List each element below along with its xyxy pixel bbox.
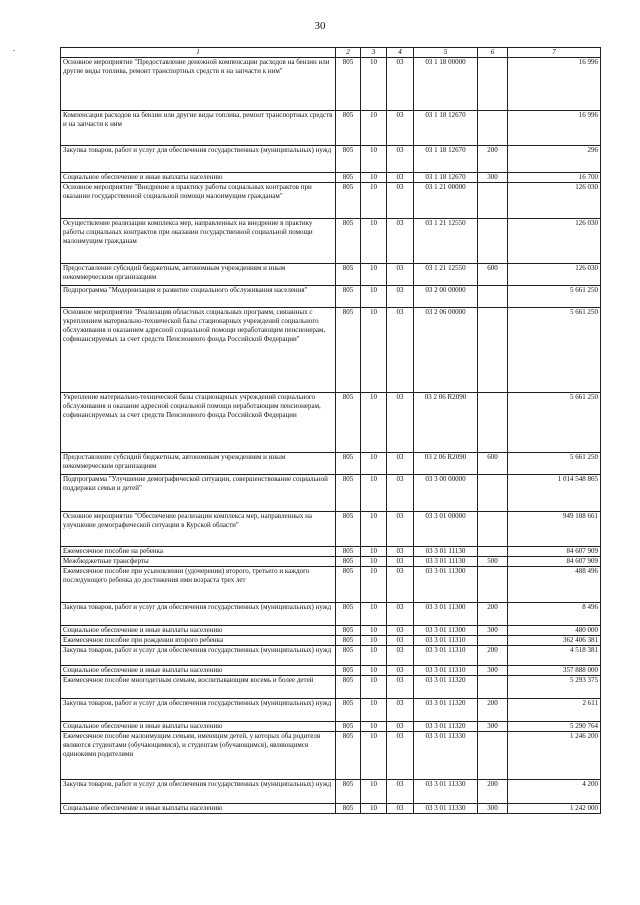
subsection-cell: 03	[387, 732, 414, 780]
page-number: 30	[314, 20, 326, 32]
code-cell: 805	[336, 111, 361, 146]
subsection-cell: 03	[387, 146, 414, 173]
expense-type-cell: 500	[478, 557, 508, 567]
subsection-cell: 03	[387, 173, 414, 183]
subsection-cell: 03	[387, 722, 414, 732]
section-cell: 10	[361, 173, 387, 183]
row-name-cell: Основное мероприятие "Внедрение в практику работы социальных контрактов при оказании государственной социальной помощи малоимущим гражданам"	[61, 183, 336, 219]
expense-type-cell	[478, 512, 508, 547]
table-row	[61, 58, 601, 111]
table-row	[61, 547, 601, 557]
section-cell: 10	[361, 58, 387, 111]
row-name-cell: Ежемесячное пособие при усыновлении (удочерении) второго, третьего и каждого последующего ребенка до достижения ими возраста трех лет	[61, 567, 336, 603]
amount-cell: 8 496	[508, 603, 601, 626]
subsection-cell: 03	[387, 603, 414, 626]
expense-type-cell: 300	[478, 722, 508, 732]
row-name-cell: Межбюджетные трансферты	[61, 557, 336, 567]
target-article-cell: 03 3 01 11130	[414, 557, 478, 567]
target-article-cell: 03 3 01 11310	[414, 646, 478, 666]
target-article-cell: 03 1 18 00000	[414, 58, 478, 111]
budget-table	[60, 47, 601, 814]
column-header: 4	[387, 48, 414, 58]
row-name-cell: Компенсация расходов на бензин или другие виды топлива, ремонт транспортных средств и на запчасти к ним	[61, 111, 336, 146]
amount-cell: 4 200	[508, 780, 601, 804]
row-name-cell: Подпрограмма "Улучшение демографической ситуации, совершенствование социальной поддержки семьи и детей"	[61, 475, 336, 512]
subsection-cell: 03	[387, 567, 414, 603]
expense-type-cell: 300	[478, 626, 508, 636]
amount-cell: 5 290 764	[508, 722, 601, 732]
section-cell: 10	[361, 603, 387, 626]
section-cell: 10	[361, 626, 387, 636]
target-article-cell: 03 3 01 11320	[414, 676, 478, 699]
amount-cell: 84 607 909	[508, 547, 601, 557]
code-cell: 805	[336, 393, 361, 453]
code-cell: 805	[336, 676, 361, 699]
expense-type-cell	[478, 636, 508, 646]
section-cell: 10	[361, 646, 387, 666]
code-cell: 805	[336, 567, 361, 603]
subsection-cell: 03	[387, 111, 414, 146]
row-name-cell: Закупка товаров, работ и услуг для обеспечения государственных (муниципальных) нужд	[61, 699, 336, 722]
subsection-cell: 03	[387, 699, 414, 722]
table-body	[61, 58, 601, 814]
expense-type-cell	[478, 111, 508, 146]
section-cell: 10	[361, 393, 387, 453]
row-name-cell: Предоставление субсидий бюджетным, автономным учреждениям и иным некоммерческим организациям	[61, 264, 336, 286]
table-row	[61, 146, 601, 173]
code-cell: 805	[336, 666, 361, 676]
row-name-cell: Основное мероприятие "Реализация областных социальных программ, связанных с укреплением материально-технической базы стационарных учреждений социального обслуживания и оказанием адресной социальной помощи неработающим пенсионерам, софинансируемых за счет средств Пенсионного фонда Российской Федерации"	[61, 308, 336, 393]
subsection-cell: 03	[387, 393, 414, 453]
target-article-cell: 03 3 01 11310	[414, 666, 478, 676]
table-row	[61, 453, 601, 475]
target-article-cell: 03 1 21 00000	[414, 183, 478, 219]
section-cell: 10	[361, 308, 387, 393]
column-header: 6	[478, 48, 508, 58]
row-name-cell: Ежемесячное пособие на ребенка	[61, 547, 336, 557]
amount-cell: 16 996	[508, 58, 601, 111]
code-cell: 805	[336, 512, 361, 547]
target-article-cell: 03 3 01 11330	[414, 780, 478, 804]
target-article-cell: 03 3 01 11300	[414, 567, 478, 603]
subsection-cell: 03	[387, 286, 414, 308]
row-name-cell: Социальное обеспечение и иные выплаты населению	[61, 722, 336, 732]
section-cell: 10	[361, 453, 387, 475]
expense-type-cell: 200	[478, 603, 508, 626]
amount-cell: 126 030	[508, 219, 601, 264]
table-row	[61, 475, 601, 512]
table-row	[61, 173, 601, 183]
row-name-cell: Ежемесячное пособие малоимущим семьям, имеющим детей, у которых оба родителя являются студентами (обучающимися), и студентам (обучающимся), являющимся одинокими родителями	[61, 732, 336, 780]
row-name-cell: Укрепление материально-технической базы стационарных учреждений социального обслуживания и оказание адресной социальной помощи неработающим пенсионерам, софинансируемых за счет средств Пенсионного фонда Российской Федерации	[61, 393, 336, 453]
amount-cell: 2 611	[508, 699, 601, 722]
amount-cell: 5 661 250	[508, 286, 601, 308]
subsection-cell: 03	[387, 453, 414, 475]
code-cell: 805	[336, 547, 361, 557]
expense-type-cell	[478, 219, 508, 264]
code-cell: 805	[336, 264, 361, 286]
code-cell: 805	[336, 183, 361, 219]
table-row	[61, 676, 601, 699]
amount-cell: 5 661 250	[508, 308, 601, 393]
row-name-cell: Основное мероприятие "Предоставление денежной компенсации расходов на бензин или другие виды топлива, ремонт транспортных средств и на запчасти к ним"	[61, 58, 336, 111]
subsection-cell: 03	[387, 780, 414, 804]
expense-type-cell	[478, 676, 508, 699]
amount-cell: 16 700	[508, 173, 601, 183]
code-cell: 805	[336, 699, 361, 722]
code-cell: 805	[336, 636, 361, 646]
column-header: 1	[61, 48, 336, 58]
amount-cell: 5 661 250	[508, 393, 601, 453]
target-article-cell: 03 3 01 11330	[414, 804, 478, 814]
code-cell: 805	[336, 58, 361, 111]
expense-type-cell: 600	[478, 264, 508, 286]
expense-type-cell	[478, 732, 508, 780]
table-row	[61, 666, 601, 676]
section-cell: 10	[361, 699, 387, 722]
code-cell: 805	[336, 804, 361, 814]
section-cell: 10	[361, 146, 387, 173]
expense-type-cell	[478, 58, 508, 111]
amount-cell: 126 030	[508, 183, 601, 219]
row-name-cell: Закупка товаров, работ и услуг для обеспечения государственных (муниципальных) нужд	[61, 780, 336, 804]
target-article-cell: 03 3 01 11320	[414, 699, 478, 722]
target-article-cell: 03 3 01 11130	[414, 547, 478, 557]
section-cell: 10	[361, 547, 387, 557]
amount-cell: 4 518 381	[508, 646, 601, 666]
table-row	[61, 183, 601, 219]
table-row	[61, 111, 601, 146]
target-article-cell: 03 2 00 00000	[414, 286, 478, 308]
code-cell: 805	[336, 308, 361, 393]
section-cell: 10	[361, 636, 387, 646]
code-cell: 805	[336, 453, 361, 475]
expense-type-cell	[478, 308, 508, 393]
target-article-cell: 03 3 01 00000	[414, 512, 478, 547]
expense-type-cell: 200	[478, 780, 508, 804]
table-row	[61, 512, 601, 547]
expense-type-cell: 300	[478, 666, 508, 676]
amount-cell: 5 293 375	[508, 676, 601, 699]
target-article-cell: 03 3 01 11320	[414, 722, 478, 732]
section-cell: 10	[361, 722, 387, 732]
section-cell: 10	[361, 732, 387, 780]
subsection-cell: 03	[387, 557, 414, 567]
amount-cell: 1 246 200	[508, 732, 601, 780]
subsection-cell: 03	[387, 804, 414, 814]
expense-type-cell	[478, 286, 508, 308]
code-cell: 805	[336, 626, 361, 636]
subsection-cell: 03	[387, 636, 414, 646]
table-row	[61, 264, 601, 286]
row-name-cell: Подпрограмма "Модернизация и развитие социального обслуживания населения"	[61, 286, 336, 308]
amount-cell: 5 661 250	[508, 453, 601, 475]
section-cell: 10	[361, 567, 387, 603]
code-cell: 805	[336, 146, 361, 173]
subsection-cell: 03	[387, 547, 414, 557]
amount-cell: 1 242 000	[508, 804, 601, 814]
subsection-cell: 03	[387, 646, 414, 666]
expense-type-cell: 200	[478, 646, 508, 666]
subsection-cell: 03	[387, 308, 414, 393]
expense-type-cell: 200	[478, 146, 508, 173]
table-row	[61, 567, 601, 603]
table-row	[61, 219, 601, 264]
target-article-cell: 03 1 18 12670	[414, 146, 478, 173]
table-row	[61, 603, 601, 626]
table-row	[61, 308, 601, 393]
amount-cell: 126 030	[508, 264, 601, 286]
row-name-cell: Социальное обеспечение и иные выплаты населению	[61, 804, 336, 814]
row-name-cell: Закупка товаров, работ и услуг для обеспечения государственных (муниципальных) нужд	[61, 603, 336, 626]
code-cell: 805	[336, 557, 361, 567]
row-name-cell: Закупка товаров, работ и услуг для обеспечения государственных (муниципальных) нужд	[61, 646, 336, 666]
row-name-cell: Ежемесячное пособие при рождении второго ребенка	[61, 636, 336, 646]
expense-type-cell	[478, 547, 508, 557]
section-cell: 10	[361, 219, 387, 264]
expense-type-cell: 300	[478, 173, 508, 183]
expense-type-cell	[478, 393, 508, 453]
section-cell: 10	[361, 475, 387, 512]
amount-cell: 1 014 548 865	[508, 475, 601, 512]
section-cell: 10	[361, 666, 387, 676]
target-article-cell: 03 3 01 11300	[414, 603, 478, 626]
target-article-cell: 03 2 06 00000	[414, 308, 478, 393]
target-article-cell: 03 3 00 00000	[414, 475, 478, 512]
section-cell: 10	[361, 286, 387, 308]
target-article-cell: 03 1 18 12670	[414, 173, 478, 183]
expense-type-cell: 300	[478, 804, 508, 814]
row-name-cell: Осуществление реализации комплекса мер, направленных на внедрение в практику работы социальных контрактов при оказании государственной социальной помощи малоимущим гражданам	[61, 219, 336, 264]
amount-cell: 296	[508, 146, 601, 173]
code-cell: 805	[336, 646, 361, 666]
expense-type-cell	[478, 183, 508, 219]
section-cell: 10	[361, 676, 387, 699]
amount-cell: 84 607 909	[508, 557, 601, 567]
expense-type-cell: 600	[478, 453, 508, 475]
code-cell: 805	[336, 475, 361, 512]
amount-cell: 16 996	[508, 111, 601, 146]
amount-cell: 362 406 381	[508, 636, 601, 646]
code-cell: 805	[336, 780, 361, 804]
table-row	[61, 636, 601, 646]
amount-cell: 949 108 661	[508, 512, 601, 547]
row-name-cell: Социальное обеспечение и иные выплаты населению	[61, 666, 336, 676]
amount-cell: 357 888 000	[508, 666, 601, 676]
row-name-cell: Основное мероприятие "Обеспечение реализации комплекса мер, направленных на улучшение демографической ситуации в Курской области"	[61, 512, 336, 547]
table-row	[61, 780, 601, 804]
table-row	[61, 557, 601, 567]
subsection-cell: 03	[387, 58, 414, 111]
target-article-cell: 03 2 06 R2090	[414, 393, 478, 453]
section-cell: 10	[361, 512, 387, 547]
code-cell: 805	[336, 732, 361, 780]
subsection-cell: 03	[387, 512, 414, 547]
amount-cell: 480 000	[508, 626, 601, 636]
table-row	[61, 646, 601, 666]
target-article-cell: 03 3 01 11300	[414, 626, 478, 636]
section-cell: 10	[361, 557, 387, 567]
code-cell: 805	[336, 219, 361, 264]
table-header-row	[61, 48, 601, 58]
margin-mark: .	[13, 44, 15, 53]
row-name-cell: Социальное обеспечение и иные выплаты населению	[61, 626, 336, 636]
section-cell: 10	[361, 804, 387, 814]
column-header: 2	[336, 48, 361, 58]
target-article-cell: 03 2 06 R2090	[414, 453, 478, 475]
subsection-cell: 03	[387, 475, 414, 512]
section-cell: 10	[361, 111, 387, 146]
target-article-cell: 03 1 21 12550	[414, 219, 478, 264]
code-cell: 805	[336, 173, 361, 183]
row-name-cell: Закупка товаров, работ и услуг для обеспечения государственных (муниципальных) нужд	[61, 146, 336, 173]
expense-type-cell	[478, 567, 508, 603]
row-name-cell: Предоставление субсидий бюджетным, автономным учреждениям и иным некоммерческим организациям	[61, 453, 336, 475]
subsection-cell: 03	[387, 676, 414, 699]
subsection-cell: 03	[387, 666, 414, 676]
target-article-cell: 03 1 21 12550	[414, 264, 478, 286]
table-row	[61, 393, 601, 453]
column-header: 5	[414, 48, 478, 58]
code-cell: 805	[336, 722, 361, 732]
row-name-cell: Социальное обеспечение и иные выплаты населению	[61, 173, 336, 183]
table-row	[61, 626, 601, 636]
section-cell: 10	[361, 264, 387, 286]
code-cell: 805	[336, 603, 361, 626]
section-cell: 10	[361, 780, 387, 804]
column-header: 7	[508, 48, 601, 58]
target-article-cell: 03 3 01 11310	[414, 636, 478, 646]
target-article-cell: 03 1 18 12670	[414, 111, 478, 146]
subsection-cell: 03	[387, 183, 414, 219]
table-row	[61, 286, 601, 308]
table-row	[61, 804, 601, 814]
row-name-cell: Ежемесячное пособие многодетным семьям, воспитывающим восемь и более детей	[61, 676, 336, 699]
target-article-cell: 03 3 01 11330	[414, 732, 478, 780]
code-cell: 805	[336, 286, 361, 308]
subsection-cell: 03	[387, 626, 414, 636]
expense-type-cell: 200	[478, 699, 508, 722]
subsection-cell: 03	[387, 219, 414, 264]
column-header: 3	[361, 48, 387, 58]
section-cell: 10	[361, 183, 387, 219]
table-row	[61, 732, 601, 780]
subsection-cell: 03	[387, 264, 414, 286]
amount-cell: 488 496	[508, 567, 601, 603]
expense-type-cell	[478, 475, 508, 512]
table-row	[61, 722, 601, 732]
table-row	[61, 699, 601, 722]
